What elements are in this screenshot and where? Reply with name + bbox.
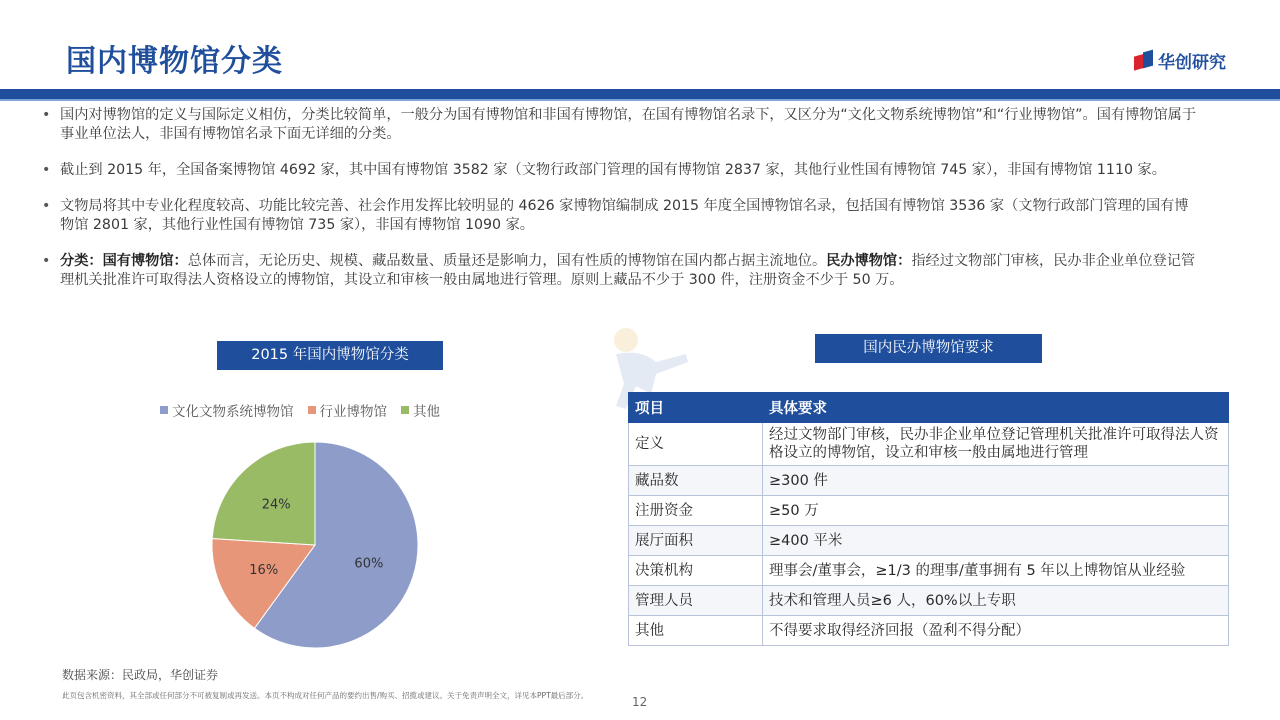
legend-item <box>160 400 294 420</box>
logo-icon <box>1134 51 1154 71</box>
column-header: 项目 <box>629 393 763 423</box>
row-value: 不得要求取得经济回报（盈利不得分配） <box>763 616 1229 646</box>
header-bar <box>0 89 1280 99</box>
row-key: 管理人员 <box>629 586 763 616</box>
row-key: 藏品数 <box>629 466 763 496</box>
requirements-table <box>628 392 1229 646</box>
row-key: 决策机构 <box>629 556 763 586</box>
pie-label-2: 16% <box>249 563 279 579</box>
table-row <box>629 496 1229 526</box>
row-key: 展厅面积 <box>629 526 763 556</box>
pie-slice-3 <box>212 442 315 545</box>
row-key: 注册资金 <box>629 496 763 526</box>
row-key: 定义 <box>629 423 763 466</box>
row-value: ≥400 平米 <box>763 526 1229 556</box>
legend-label: 文化文物系统博物馆 <box>172 404 294 420</box>
disclaimer: 此页包含机密资料，其全部或任何部分不可被复制或再发送。本页不构成对任何产品的要约出售/购买、招揽或建议。关于免责声明全文，详见本PPT最后部分。 <box>62 691 589 700</box>
row-key: 其他 <box>629 616 763 646</box>
legend-swatch <box>308 406 316 414</box>
bullet-label-state: 国有博物馆： <box>102 253 188 269</box>
bullet-item: • 截止到 2015 年，全国备案博物馆 4692 家，其中国有博物馆 3582 家（文物行政部门管理的国有博物馆 2837 家，其他行业性国有博物馆 745 家），非国有博物馆 1110 家。 <box>40 161 1200 180</box>
bullet-list <box>40 106 1200 307</box>
pie-label-1: 60% <box>354 556 384 572</box>
legend-label: 其他 <box>413 404 440 420</box>
pie-chart <box>200 430 430 660</box>
row-value: 经过文物部门审核，民办非企业单位登记管理机关批准许可取得法人资格设立的博物馆，设立和审核一般由属地进行管理 <box>763 423 1229 466</box>
row-value: 理事会/董事会，≥1/3 的理事/董事拥有 5 年以上博物馆从业经验 <box>763 556 1229 586</box>
table-row <box>629 526 1229 556</box>
bullet-item: • 国内对博物馆的定义与国际定义相仿，分类比较简单，一般分为国有博物馆和非国有博物馆，在国有博物馆名录下，又区分为“文化文物系统博物馆”和“行业博物馆”。国有博物馆属于事业单位法人，非国有博物馆名录下面无详细的分类。 <box>40 106 1200 144</box>
chart-legend <box>160 400 440 420</box>
bullet-label-private: 民办博物馆： <box>826 253 912 269</box>
row-value: ≥300 件 <box>763 466 1229 496</box>
column-header: 具体要求 <box>763 393 1229 423</box>
legend-item <box>308 400 388 420</box>
row-value: 技术和管理人员≥6 人，60%以上专职 <box>763 586 1229 616</box>
table-row <box>629 616 1229 646</box>
table-header-row <box>629 393 1229 423</box>
bullet-item: • 文物局将其中专业化程度较高、功能比较完善、社会作用发挥比较明显的 4626 家博物馆编制成 2015 年度全国博物馆名录，包括国有博物馆 3536 家（文物行政部门管理的国有博物馆 2801 家，其他行业性国有博物馆 735 家），非国有博物馆 1090 家。 <box>40 197 1200 235</box>
bullet-text-state: 总体而言，无论历史、规模、藏品数量、质量还是影响力，国有性质的博物馆在国内都占据主流地位。 <box>187 253 827 269</box>
brand-logo <box>1134 48 1226 73</box>
legend-item <box>401 400 440 420</box>
bullet-lead: 分类： <box>60 253 103 269</box>
page-number: 12 <box>632 695 648 709</box>
logo-text: 华创研究 <box>1158 53 1226 73</box>
bullet-text-private: 指经过文物部门审核，民办非企业单位登记管理机关批准许可取得法人资格设立的博物馆，其设立和审核一般由属地进行管理。原则上藏品不少于 300 件，注册资金不少于 50 万。 <box>60 253 1196 288</box>
legend-swatch <box>401 406 409 414</box>
data-source: 数据来源：民政局，华创证券 <box>62 668 219 682</box>
table-row <box>629 556 1229 586</box>
table-header: 国内民办博物馆要求 <box>815 334 1042 363</box>
row-value: ≥50 万 <box>763 496 1229 526</box>
bullet-item-classification <box>40 252 1200 290</box>
header-bar-accent <box>0 99 1280 101</box>
table-row <box>629 423 1229 466</box>
table-row <box>629 586 1229 616</box>
page-title: 国内博物馆分类 <box>66 44 283 79</box>
table-row <box>629 466 1229 496</box>
legend-label: 行业博物馆 <box>319 404 387 420</box>
chart-header: 2015 年国内博物馆分类 <box>217 341 443 370</box>
legend-swatch <box>160 406 168 414</box>
pie-label-3: 24% <box>261 497 291 513</box>
